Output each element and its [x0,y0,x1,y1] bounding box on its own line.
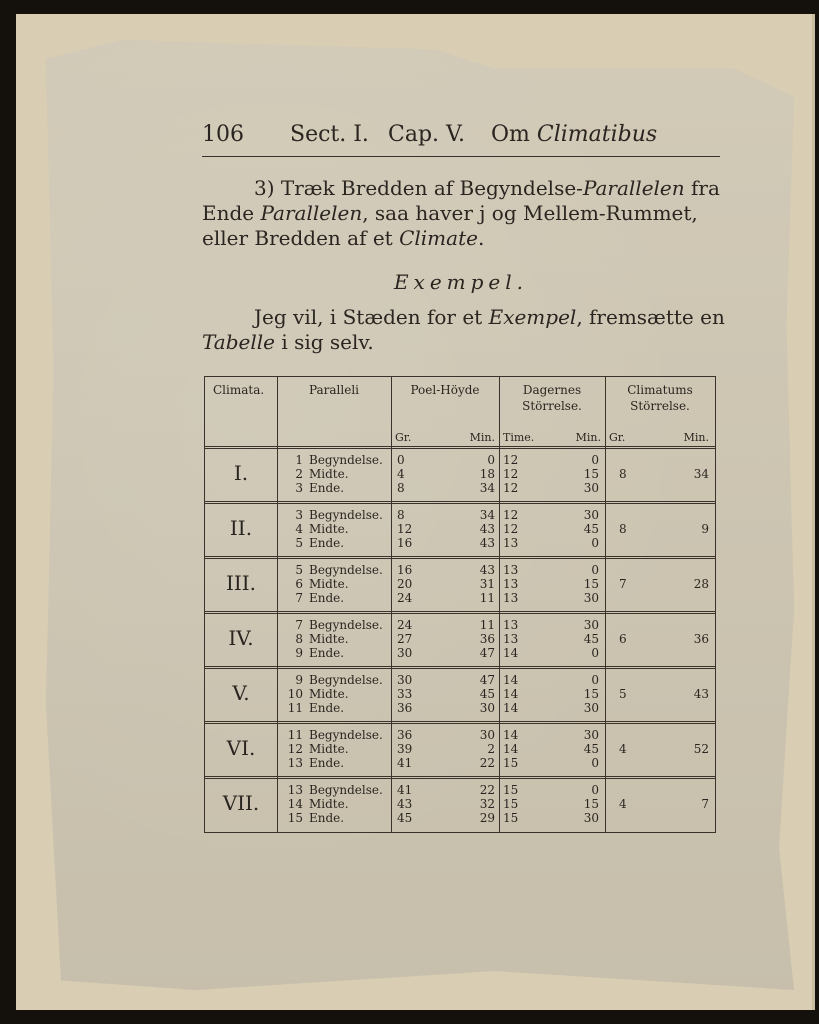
clima-size-degrees: 8 [619,467,627,481]
group-separator [205,556,715,559]
pole-height-degrees: 39 [397,742,413,756]
pole-height-minutes: 47 [479,646,495,660]
clima-roman-numeral: VII. [222,791,260,815]
pole-height-degrees: 24 [397,591,413,605]
day-length-minutes: 30 [583,701,599,715]
parallel-number: 5 [295,536,303,550]
parallel-label: Ende. [309,481,345,495]
parallel-label: Midte. [309,687,349,701]
pole-height-minutes: 43 [479,522,495,536]
day-length-hours: 14 [503,728,519,742]
day-length-minutes: 0 [591,673,599,687]
day-length-hours: 15 [503,783,519,797]
day-length-minutes: 45 [583,522,599,536]
parallel-number: 2 [295,467,303,481]
day-length-hours: 12 [503,508,519,522]
parallel-number: 6 [295,577,303,591]
day-length-minutes: 0 [591,756,599,770]
paragraph-rule-3 [202,176,720,251]
pole-height-degrees: 36 [397,728,413,742]
parallel-label: Ende. [309,811,345,825]
pole-height-minutes: 0 [487,453,495,467]
group-separator [205,776,715,779]
day-length-minutes: 30 [583,618,599,632]
day-length-hours: 12 [503,481,519,495]
pole-height-minutes: 34 [479,481,495,495]
clima-size-minutes: 7 [701,797,709,811]
day-length-minutes: 30 [583,591,599,605]
pole-height-degrees: 8 [397,481,405,495]
exempel-heading: Exempel. [393,270,529,294]
pole-height-minutes: 11 [479,591,495,605]
parallel-number: 5 [295,563,303,577]
parallel-number: 14 [287,797,303,811]
parallel-label: Ende. [309,591,345,605]
subheader-gr: Gr. [395,431,412,444]
pole-height-minutes: 2 [487,742,495,756]
day-length-hours: 14 [503,646,519,660]
clima-size-degrees: 8 [619,522,627,536]
parallel-label: Ende. [309,756,345,770]
subheader-min: Min. [683,431,709,444]
day-length-hours: 12 [503,467,519,481]
clima-roman-numeral: VI. [226,736,256,760]
parallel-number: 4 [295,522,303,536]
subheader-time: Time. [503,431,535,444]
pole-height-degrees: 8 [397,508,405,522]
paragraph-intro-table [202,305,725,355]
parallel-number: 1 [295,453,303,467]
pole-height-degrees: 12 [397,522,413,536]
para1-text: fra [684,176,720,200]
climata-table [204,376,716,833]
parallel-number: 11 [287,728,303,742]
header-poel-hoyde: Poel-Höyde [410,383,480,397]
day-length-minutes: 0 [591,646,599,660]
day-length-hours: 13 [503,577,519,591]
group-separator [205,446,715,449]
title-italic: Climatibus [536,122,658,147]
parallel-number: 11 [287,701,303,715]
day-length-minutes: 15 [583,467,599,481]
para1-text: Ende [202,201,261,225]
parallel-label: Ende. [309,701,345,715]
para2-italic: Tabelle [202,330,275,354]
day-length-minutes: 0 [591,536,599,550]
para1-text: , saa haver j og Mellem-Rummet, [362,201,698,225]
parallel-number: 7 [295,618,303,632]
clima-size-minutes: 43 [693,687,709,701]
parallel-number: 7 [295,591,303,605]
pole-height-minutes: 43 [479,563,495,577]
clima-size-degrees: 6 [619,632,627,646]
header-dagernes: Dagernes [522,383,582,397]
para1-text: eller Bredden af et [202,226,400,250]
clima-roman-numeral: V. [232,681,250,705]
parallel-number: 10 [287,687,303,701]
pole-height-degrees: 45 [397,811,413,825]
pole-height-minutes: 30 [479,728,495,742]
pole-height-minutes: 22 [479,783,495,797]
running-header [202,120,720,157]
clima-size-degrees: 7 [619,577,627,591]
day-length-minutes: 30 [583,508,599,522]
day-length-hours: 14 [503,701,519,715]
day-length-hours: 12 [503,522,519,536]
pole-height-minutes: 30 [479,701,495,715]
day-length-minutes: 0 [591,783,599,797]
pole-height-minutes: 22 [479,756,495,770]
group-separator [205,501,715,504]
pole-height-minutes: 47 [479,673,495,687]
para1-text: 3) Træk Bredden af Begyndelse- [254,176,583,200]
parallel-number: 9 [295,646,303,660]
para2-italic: Exempel [488,305,577,329]
parallel-number: 9 [295,673,303,687]
pole-height-degrees: 27 [397,632,413,646]
day-length-minutes: 45 [583,742,599,756]
clima-size-minutes: 52 [693,742,709,756]
pole-height-minutes: 29 [479,811,495,825]
parallel-label: Midte. [309,797,349,811]
parallel-label: Midte. [309,577,349,591]
day-length-minutes: 15 [583,687,599,701]
clima-roman-numeral: III. [225,571,257,595]
clima-size-minutes: 28 [693,577,709,591]
pole-height-degrees: 43 [397,797,413,811]
clima-roman-numeral: I. [233,461,249,485]
parallel-label: Ende. [309,536,345,550]
pole-height-degrees: 20 [397,577,413,591]
clima-size-minutes: 36 [693,632,709,646]
pole-height-minutes: 31 [479,577,495,591]
parallel-label: Midte. [309,522,349,536]
clima-size-degrees: 5 [619,687,627,701]
day-length-hours: 13 [503,618,519,632]
parallel-number: 3 [295,508,303,522]
section-label: Sect. I. [290,122,369,147]
para2-text: , fremsætte en [576,305,725,329]
para1-text: . [477,226,485,250]
parallel-number: 13 [287,756,303,770]
pole-height-degrees: 30 [397,646,413,660]
pole-height-degrees: 41 [397,783,413,797]
day-length-minutes: 30 [583,728,599,742]
day-length-hours: 14 [503,673,519,687]
clima-size-degrees: 4 [619,742,627,756]
parallel-label: Begyndelse. [309,563,383,577]
header-dagernes-2: Störrelse. [522,399,582,413]
parallel-label: Ende. [309,646,345,660]
header-climata: Climata. [213,383,265,397]
pole-height-degrees: 16 [397,563,413,577]
pole-height-degrees: 33 [397,687,413,701]
chapter-title [491,122,657,147]
day-length-minutes: 15 [583,577,599,591]
header-paralleli: Paralleli [308,383,360,397]
pole-height-minutes: 36 [479,632,495,646]
parallel-label: Begyndelse. [309,508,383,522]
parallel-number: 12 [287,742,303,756]
pole-height-degrees: 24 [397,618,413,632]
clima-size-minutes: 9 [701,522,709,536]
parallel-number: 13 [287,783,303,797]
pole-height-degrees: 4 [397,467,405,481]
day-length-hours: 14 [503,687,519,701]
parallel-label: Begyndelse. [309,453,383,467]
group-separator [205,721,715,724]
parallel-label: Begyndelse. [309,673,383,687]
pole-height-degrees: 0 [397,453,405,467]
subheader-min: Min. [469,431,495,444]
title-prefix: Om [491,122,530,147]
pole-height-minutes: 34 [479,508,495,522]
day-length-hours: 13 [503,591,519,605]
day-length-hours: 13 [503,563,519,577]
clima-size-minutes: 34 [693,467,709,481]
pole-height-degrees: 30 [397,673,413,687]
subheader-min: Min. [575,431,601,444]
day-length-hours: 14 [503,742,519,756]
chapter-label: Cap. V. [388,122,466,147]
page-number: 106 [202,122,244,147]
day-length-hours: 13 [503,632,519,646]
para2-text: i sig selv. [274,330,374,354]
parallel-label: Midte. [309,742,349,756]
day-length-minutes: 0 [591,563,599,577]
parallel-label: Begyndelse. [309,783,383,797]
clima-roman-numeral: IV. [228,626,254,650]
pole-height-degrees: 41 [397,756,413,770]
group-separator [205,666,715,669]
group-separator [205,611,715,614]
day-length-hours: 15 [503,797,519,811]
pole-height-minutes: 18 [479,467,495,481]
pole-height-degrees: 16 [397,536,413,550]
clima-size-degrees: 4 [619,797,627,811]
header-climatums-2: Störrelse. [630,399,690,413]
day-length-minutes: 0 [591,453,599,467]
subheader-gr: Gr. [609,431,626,444]
pole-height-minutes: 32 [479,797,495,811]
pole-height-minutes: 45 [479,687,495,701]
pole-height-minutes: 11 [479,618,495,632]
day-length-minutes: 45 [583,632,599,646]
pole-height-degrees: 36 [397,701,413,715]
para2-text: Jeg vil, i Stæden for et [254,305,489,329]
para1-italic: Climate [399,226,478,250]
parallel-number: 8 [295,632,303,646]
parallel-label: Begyndelse. [309,728,383,742]
para1-italic: Parallelen [260,201,363,225]
parallel-number: 3 [295,481,303,495]
clima-roman-numeral: II. [229,516,253,540]
day-length-hours: 15 [503,811,519,825]
pole-height-minutes: 43 [479,536,495,550]
para1-italic: Parallelen [582,176,685,200]
parallel-label: Midte. [309,632,349,646]
day-length-hours: 15 [503,756,519,770]
parallel-label: Begyndelse. [309,618,383,632]
day-length-hours: 13 [503,536,519,550]
day-length-minutes: 30 [583,811,599,825]
parallel-number: 15 [287,811,303,825]
parallel-label: Midte. [309,467,349,481]
day-length-hours: 12 [503,453,519,467]
day-length-minutes: 30 [583,481,599,495]
header-climatums: Climatums [627,383,693,397]
day-length-minutes: 15 [583,797,599,811]
